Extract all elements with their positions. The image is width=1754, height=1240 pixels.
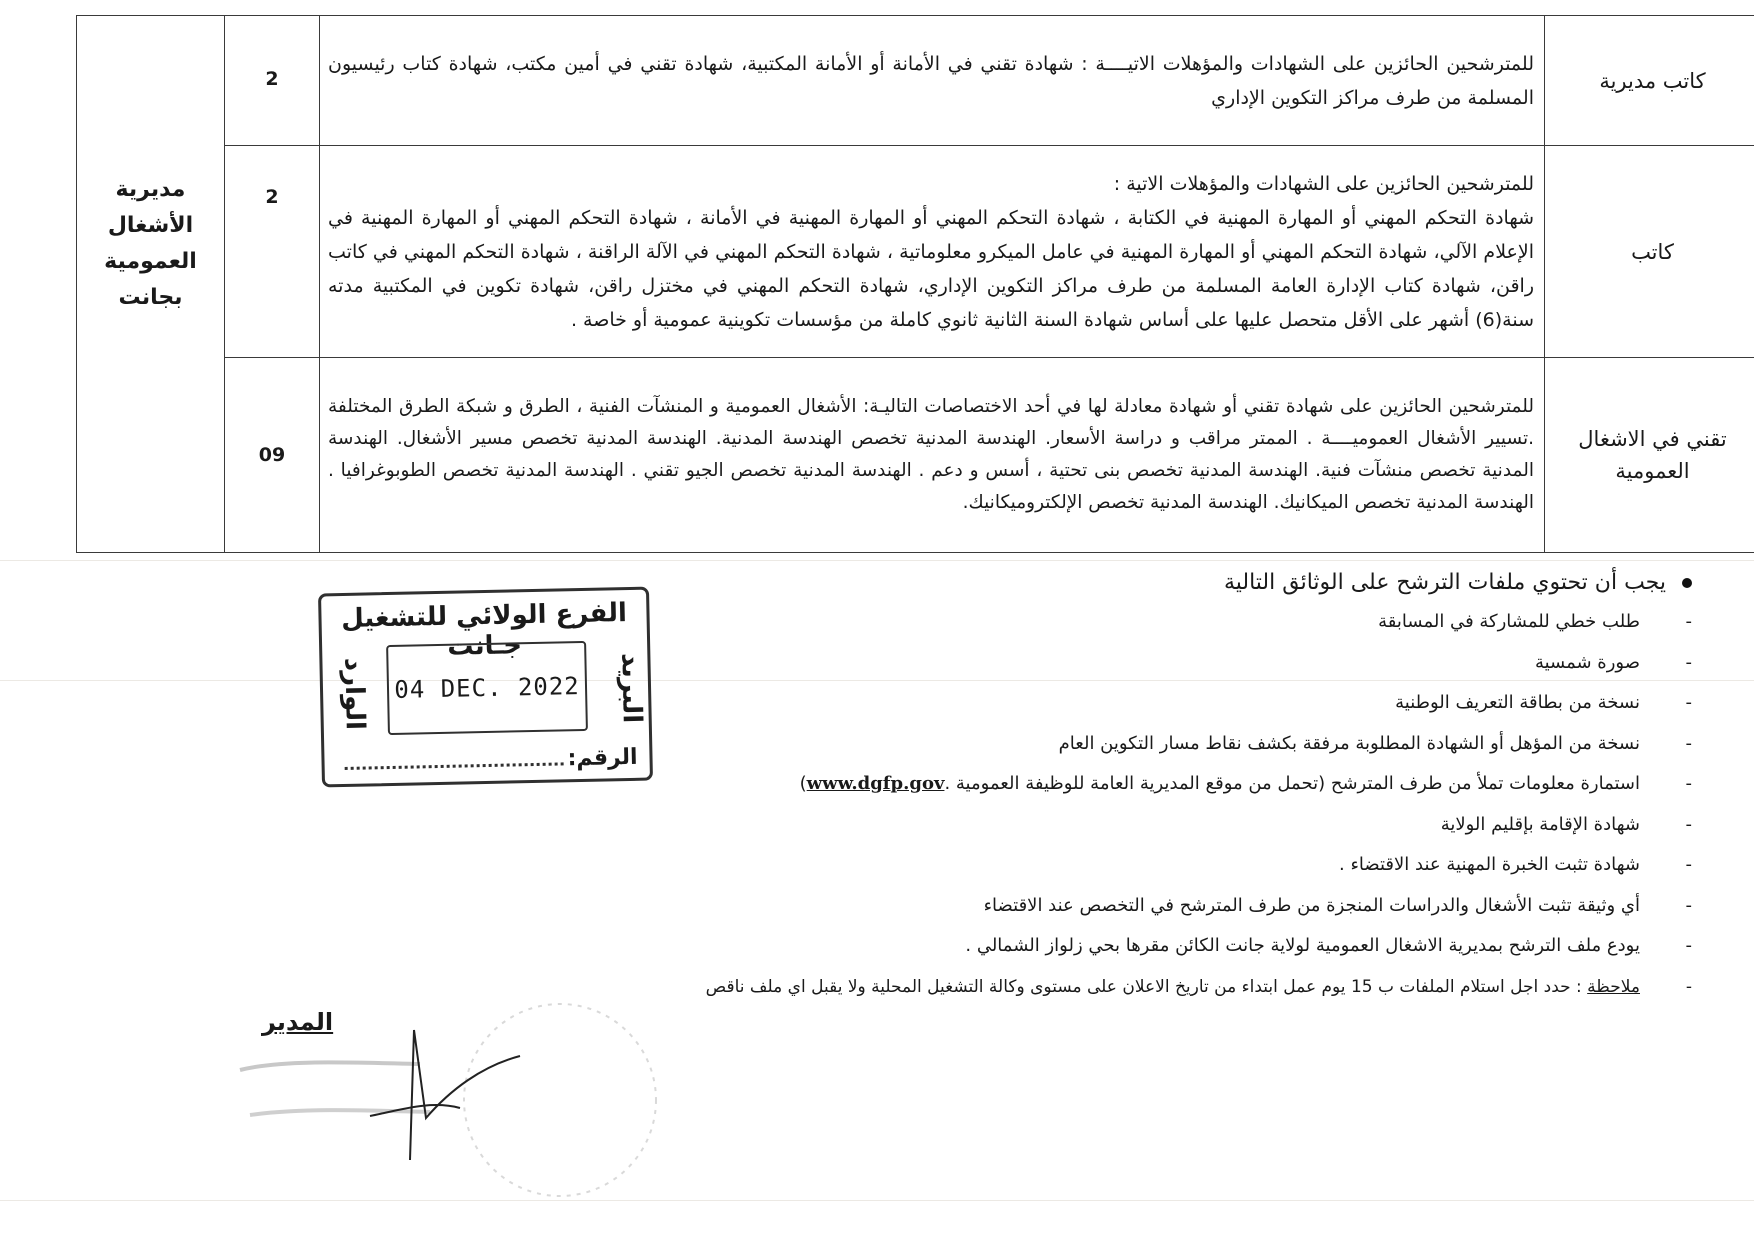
receipt-stamp [318,587,653,788]
post-name: تقني في الاشغال العمومية [1578,427,1727,483]
closing-paren: ) [799,773,807,794]
stamp-side-right: البريد [615,652,647,724]
document-item [562,724,1692,765]
document-item [562,643,1692,684]
document-item [562,845,1692,886]
directorate-cell [77,16,225,553]
deadline-note [562,967,1692,1008]
requirements-text: للمترشحين الحائزين على شهادة تقني أو شهادة معادلة لها في أحد الاختصاصات التاليـة: الأشغال العمومية و المنشآت الفنية ، الطرق و شبكة الطرق المختلفة .تسيير الأشغال العموميــــة . الممتر مراقب و دراسة الأسعار. الهندسة المدنية تخصص الهندسة المدنية. الهندسة المدنية تخصص مسير الأشغال. الهندسة المدنية تخصص منشآت فنية. الهندسة المدنية تخصص بنى تحتية ، أسس و دعم . الهندسة المدنية تخصص الجيو تقني . الهندسة المدنية تخصص الطوبوغرافيا . الهندسة المدنية تخصص الميكانيك. الهندسة المدنية تخصص الإلكتروميكانيك. [328,396,1534,513]
requirements-cell [320,146,1545,358]
table-row [77,146,1754,358]
note-label: ملاحظة [1587,976,1640,997]
document-text: أي وثيقة تثبت الأشغال والدراسات المنجزة من طرف المترشح في التخصص عند الاقتضاء [983,894,1640,916]
document-text: شهادة الإقامة بإقليم الولاية [1440,813,1640,835]
stamp-date-box [386,641,588,735]
stamp-date: 04 DEC. 2022 [394,672,580,704]
requirements-text: للمترشحين الحائزين على الشهادات والمؤهلات الاتيــــة : شهادة تقني في الأمانة أو الأمانة المكتبية، شهادة تقني في أمين مكتب، شهادة كتاب رئيسيون المسلمة من طرف مراكز التكوين الإداري [328,52,1534,109]
dash-marker: - [1685,651,1692,673]
dash-marker: - [1685,854,1692,875]
post-cell [1545,358,1754,553]
requirements-text: شهادة التحكم المهني أو المهارة المهنية في الكتابة ، شهادة التحكم المهني أو المهارة المهنية في الأمانة ، شهادة التحكم المهني أو المهارة المهنية في الإعلام الآلي، شهادة التحكم المهني أو المهارة المهنية في عامل الميكرو معلوماتية ، شهادة التحكم المهني في الآلة الراقنة ، شهادة التحكم المهني في كاتب راقن، شهادة كتاب الإدارة العامة المسلمة من طرف مراكز التكوين الإداري، شهادة التحكم المهني في مختزل راقن، شهادة تكوين في المكتبية مدته سنة(6) أشهر على الأقل متحصل عليها على أساس شهادة السنة الثانية ثانوي كاملة من مؤسسات تكوينية عمومية أو خاصة . [328,206,1534,331]
dash-marker: - [1685,611,1692,632]
positions-count: 2 [265,186,279,208]
requirements-intro: للمترشحين الحائزين على الشهادات والمؤهلات الاتية : [1113,172,1534,195]
table-row [77,358,1754,553]
document-item [562,926,1692,967]
document-text: شهادة تثبت الخبرة المهنية عند الاقتضاء . [1339,854,1640,875]
dash-marker: - [1685,976,1692,997]
document-text: استمارة معلومات تملأ من طرف المترشح (تحمل من موقع المديرية العامة للوظيفة العمومية . [944,773,1640,794]
signature-and-seal-icon [220,990,700,1220]
dash-marker: - [1685,894,1692,916]
stamp-title: الفرع الولائي للتشغيل جـانت [340,598,628,662]
scan-line [0,560,1754,561]
document-item [562,886,1692,927]
document-item [562,805,1692,846]
document-item [562,602,1692,643]
dgfp-website-link[interactable]: www.dgfp.gov [806,773,945,794]
dash-marker: - [1685,692,1692,713]
director-title: المدير [262,1008,334,1036]
requirements-cell [320,358,1545,553]
posts-table [76,15,1754,553]
count-cell [225,146,320,358]
positions-count: 2 [265,68,279,90]
documents-heading [562,566,1692,600]
stamp-number-label: الرقم: [567,744,638,772]
post-name: كاتب مديرية [1599,68,1706,93]
document-text: نسخة من المؤهل أو الشهادة المطلوبة مرفقة بكشف نقاط مسار التكوين العام [1058,732,1640,754]
document-text: صورة شمسية [1534,651,1640,673]
count-cell [225,16,320,146]
document-text: طلب خطي للمشاركة في المسابقة [1378,611,1640,632]
documents-title: يجب أن تحتوي ملفات الترشح على الوثائق التالية [1223,570,1666,595]
dash-marker: - [1685,773,1692,794]
post-cell [1545,16,1754,146]
document-text: نسخة من بطاقة التعريف الوطنية [1395,692,1640,713]
stamp-number-line [345,762,564,770]
document-item-form [562,764,1692,805]
bullet-icon [1682,578,1692,588]
post-name: كاتب [1631,239,1674,264]
document-item [562,683,1692,724]
required-documents [562,566,1692,1007]
post-cell [1545,146,1754,358]
directorate-name: مديرية الأشغال العمومية بجانت [104,177,197,310]
positions-count: 09 [258,444,286,466]
dash-marker: - [1685,732,1692,754]
requirements-cell [320,16,1545,146]
document-text: يودع ملف الترشح بمديرية الاشغال العمومية لولاية جانت الكائن مقرها بحي زلواز الشمالي . [965,935,1640,956]
note-text: : حدد اجل استلام الملفات ب 15 يوم عمل ابتداء من تاريخ الاعلان على مستوى وكالة التشغيل المحلية ولا يقبل اي ملف ناقص [705,976,1582,997]
stamp-side-left: الوارد [338,657,370,731]
dash-marker: - [1685,813,1692,835]
table-row [77,16,1754,146]
dash-marker: - [1685,935,1692,956]
count-cell [225,358,320,553]
